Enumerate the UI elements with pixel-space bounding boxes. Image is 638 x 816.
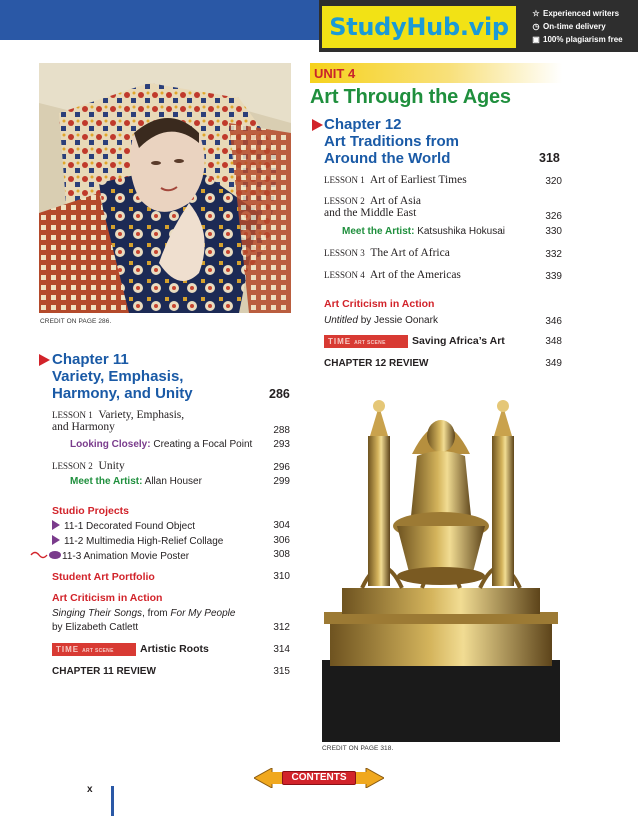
page-number: 332	[545, 249, 562, 260]
page-number: 288	[273, 425, 290, 436]
toc-entry-ch11-meet-artist[interactable]: Meet the Artist: Allan Houser	[70, 476, 202, 487]
clock-icon: ◷	[532, 22, 540, 31]
toc-entry-ch12-review[interactable]: CHAPTER 12 REVIEW	[324, 358, 429, 369]
toc-entry-ch11-review[interactable]: CHAPTER 11 REVIEW	[52, 666, 156, 677]
triangle-bullet-icon	[52, 520, 60, 530]
page-number: 330	[545, 226, 562, 237]
page-number: 339	[545, 271, 562, 282]
triangle-bullet-icon	[52, 535, 60, 545]
chapter-12-page: 318	[539, 151, 560, 165]
page-number: 310	[273, 571, 290, 582]
contents-button[interactable]: CONTENTS	[282, 771, 356, 785]
toc-entry-ch11-looking-closely[interactable]: Looking Closely: Creating a Focal Point	[70, 439, 253, 450]
artwork-painting-image	[39, 63, 291, 313]
chapter-11-title[interactable]: Chapter 11 Variety, Emphasis, Harmony, and Unity	[52, 351, 193, 402]
chapter-11-page: 286	[269, 387, 290, 401]
ch11-art-criticism-heading[interactable]: Art Criticism in Action	[52, 592, 163, 604]
toc-entry-project-11-1[interactable]: 11-1 Decorated Found Object	[52, 520, 195, 532]
page-number: 349	[545, 358, 562, 369]
toc-entry-ch12-lesson-1[interactable]: LESSON 1 Art of Earliest Times	[324, 174, 467, 186]
studyhub-logo[interactable]: StudyHub.vip	[322, 6, 516, 48]
toc-entry-ch12-time-feature[interactable]: Saving Africa’s Art	[412, 335, 505, 347]
chapter-11-marker-icon	[39, 354, 50, 366]
previous-arrow-icon[interactable]	[254, 768, 272, 788]
page-number: 293	[273, 439, 290, 450]
page-number: 326	[545, 211, 562, 222]
time-logo: TIME ART SCENE	[324, 335, 408, 348]
toc-entry-ch12-criticism[interactable]: Untitled by Jessie Oonark	[324, 315, 438, 326]
toc-entry-ch12-meet-artist[interactable]: Meet the Artist: Katsushika Hokusai	[342, 226, 506, 237]
toc-entry-ch11-criticism[interactable]: Singing Their Songs, from For My People	[52, 608, 236, 619]
page-number: 314	[273, 644, 290, 655]
credit-right: CREDIT ON PAGE 318.	[322, 745, 394, 752]
page-number: 296	[273, 462, 290, 473]
page-number: 306	[273, 535, 290, 546]
next-arrow-icon[interactable]	[366, 768, 384, 788]
ch12-art-criticism-heading[interactable]: Art Criticism in Action	[324, 298, 435, 310]
ch11-student-portfolio[interactable]: Student Art Portfolio	[52, 571, 155, 583]
page-number: 308	[273, 549, 290, 560]
toc-entry-ch12-lesson-4[interactable]: LESSON 4 Art of the Americas	[324, 269, 461, 281]
chapter-12-marker-icon	[312, 119, 323, 131]
page-number: 320	[545, 176, 562, 187]
toc-entry-ch11-lesson-2[interactable]: LESSON 2 Unity	[52, 460, 125, 472]
footer-rule	[111, 786, 114, 816]
toc-entry-ch11-lesson-1[interactable]: LESSON 1 Variety, Emphasis, and Harmony	[52, 409, 185, 433]
studyhub-banner[interactable]	[319, 0, 638, 52]
document-icon: ▣	[532, 35, 540, 44]
unit-banner	[310, 63, 562, 83]
page-number: 315	[273, 666, 290, 677]
technology-mouse-icon	[30, 549, 62, 561]
toc-entry-ch12-lesson-3[interactable]: LESSON 3 The Art of Africa	[324, 247, 450, 259]
page-number: 299	[273, 476, 290, 487]
feature-on-time-delivery: ◷ On-time delivery	[532, 22, 606, 31]
toc-entry-project-11-3[interactable]: 11-3 Animation Movie Poster	[30, 549, 189, 562]
page-number-footer: x	[87, 784, 93, 795]
page-number: 304	[273, 520, 290, 531]
page-number: 346	[545, 316, 562, 327]
unit-title: Art Through the Ages	[310, 86, 511, 108]
artwork-statue-image	[322, 376, 560, 742]
toc-entry-project-11-2[interactable]: 11-2 Multimedia High-Relief Collage	[52, 535, 223, 547]
time-logo: TIME ART SCENE	[52, 643, 136, 656]
page-number: 312	[273, 622, 290, 633]
page-number: 348	[545, 336, 562, 347]
ch11-studio-projects-heading[interactable]: Studio Projects	[52, 505, 130, 517]
chapter-12-title[interactable]: Chapter 12 Art Traditions from Around the World	[324, 116, 460, 167]
toc-entry-ch11-criticism-by[interactable]: by Elizabeth Catlett	[52, 622, 139, 633]
toc-entry-ch11-time-feature[interactable]: Artistic Roots	[140, 643, 209, 655]
toc-entry-ch12-lesson-2[interactable]: LESSON 2 Art of Asia and the Middle East	[324, 195, 421, 219]
credit-left: CREDIT ON PAGE 286.	[40, 318, 112, 325]
feature-plagiarism-free: ▣ 100% plagiarism free	[532, 35, 623, 44]
contents-nav[interactable]	[254, 768, 384, 788]
feature-experienced-writers: ☆ Experienced writers	[532, 9, 620, 18]
unit-label: UNIT 4	[314, 66, 356, 81]
star-icon: ☆	[532, 9, 540, 18]
